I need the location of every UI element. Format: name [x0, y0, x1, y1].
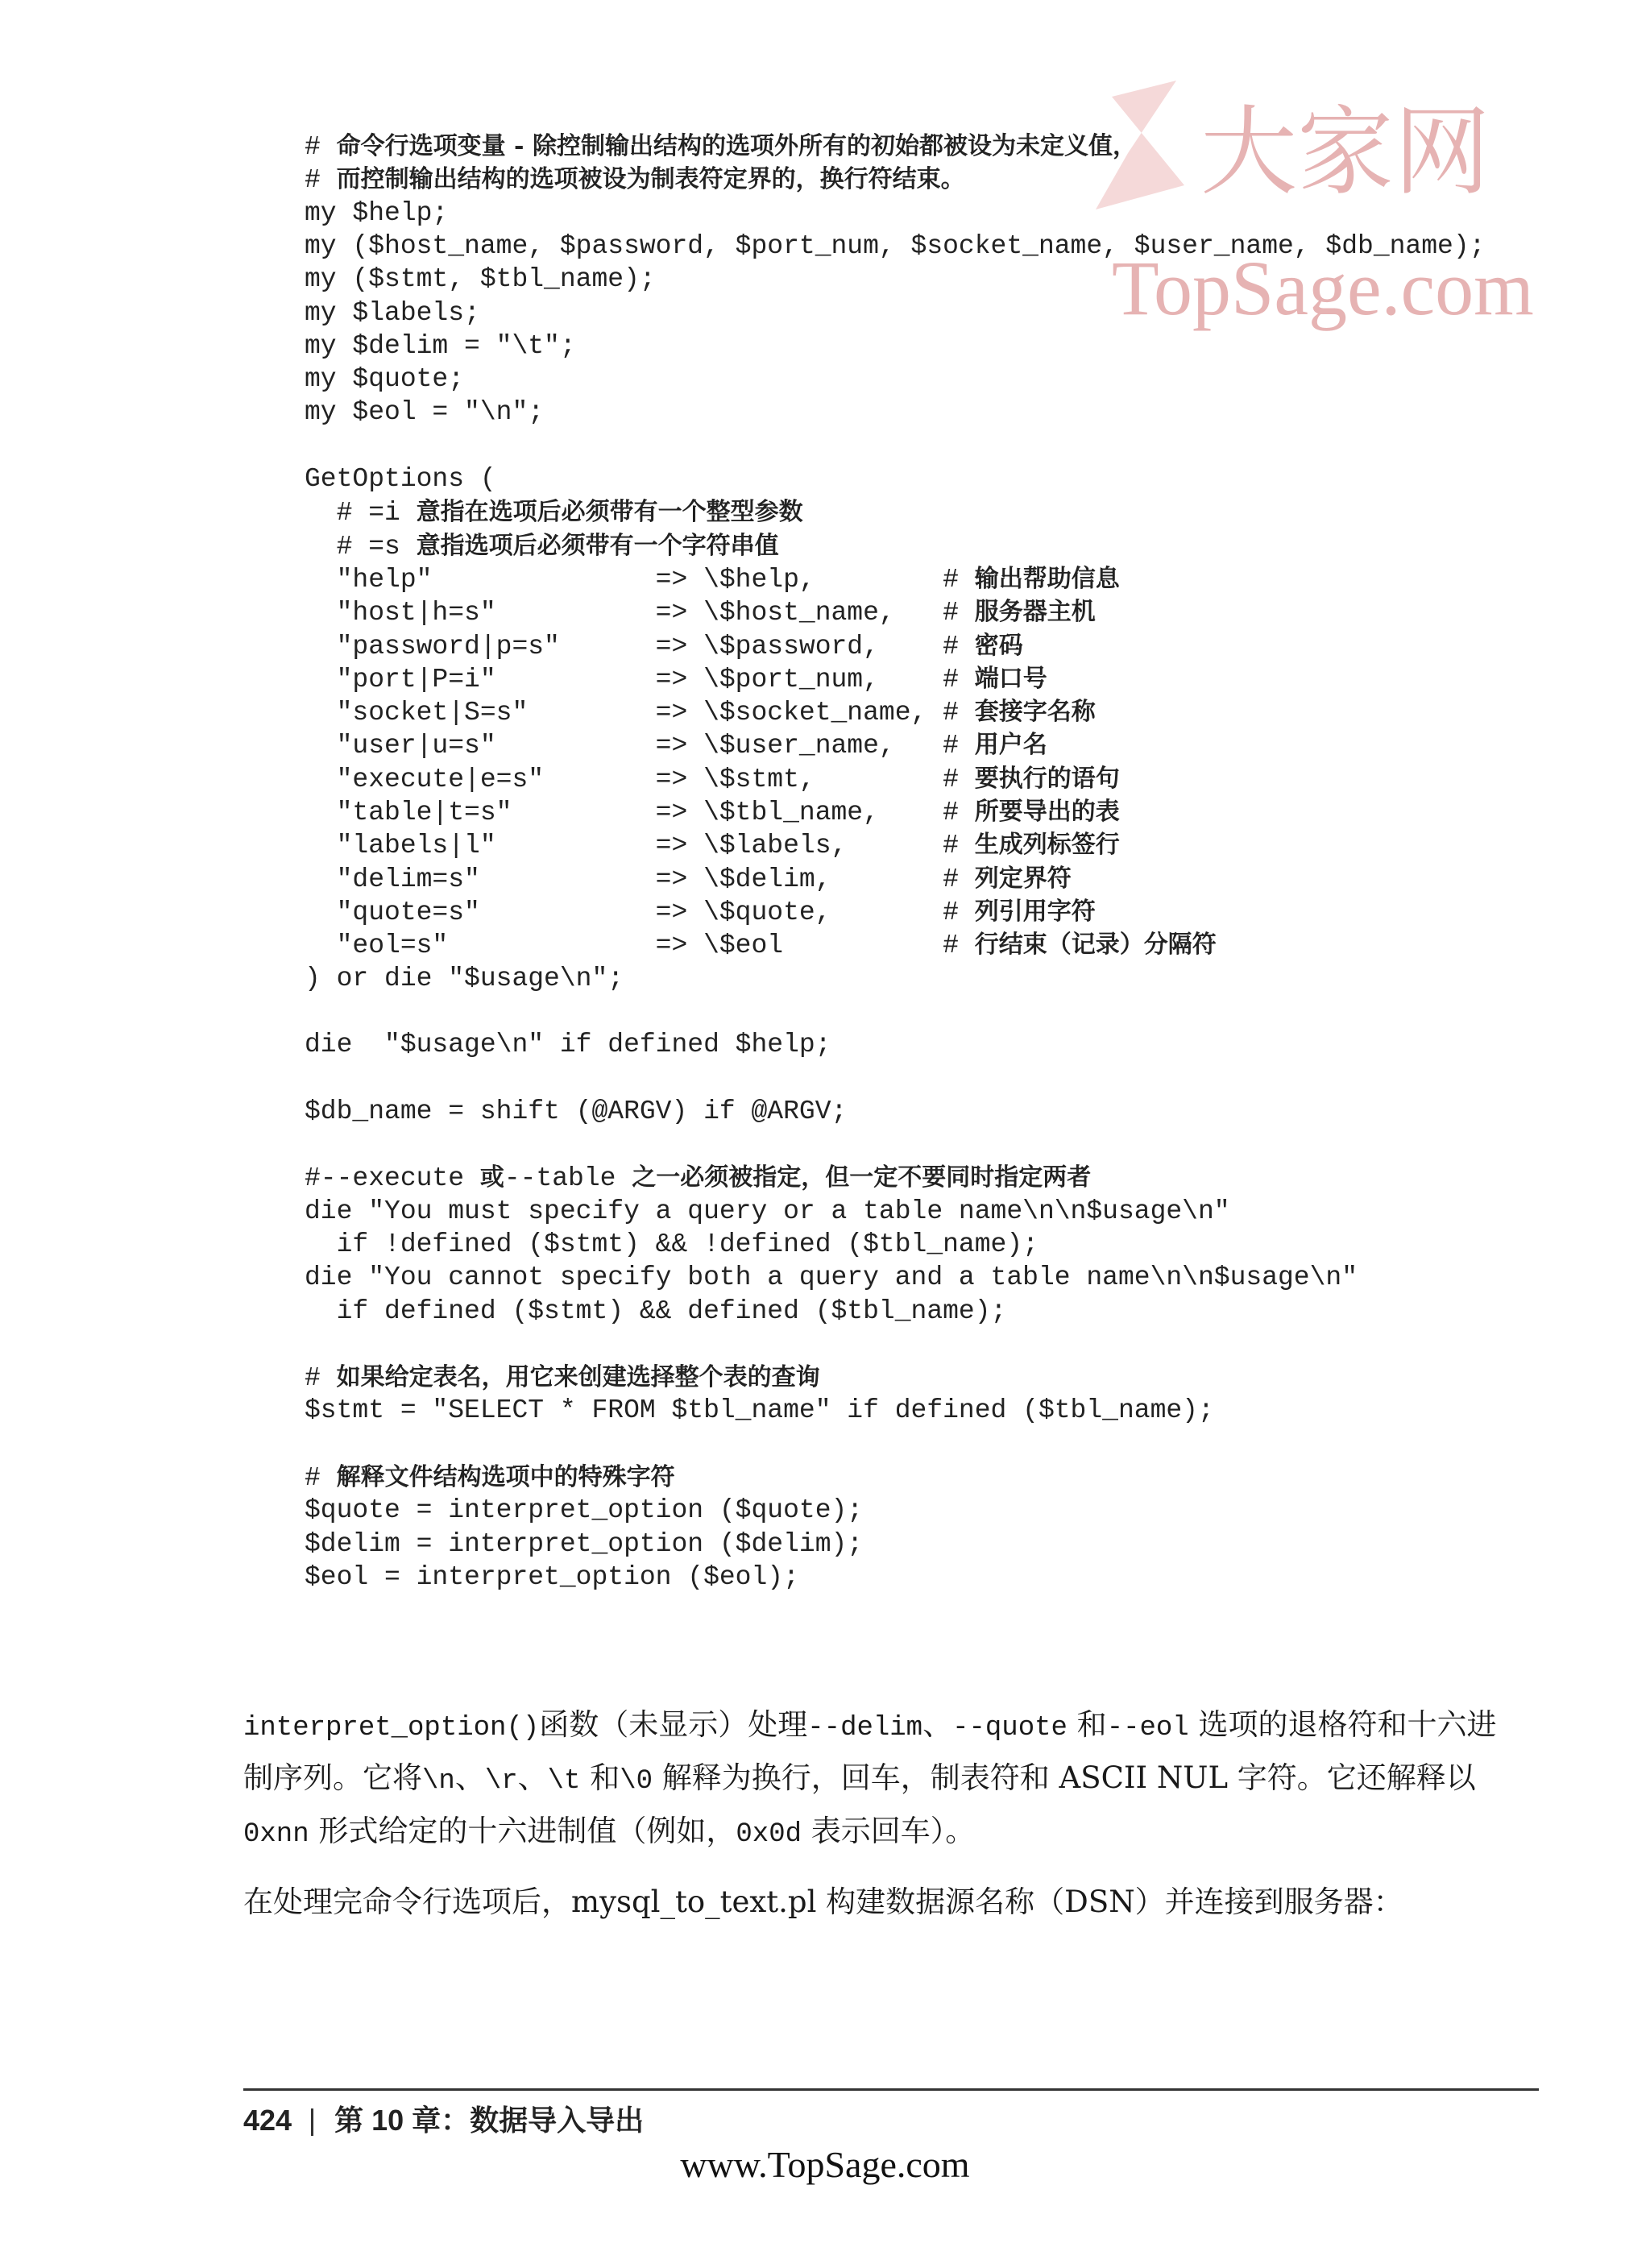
- text-run: 和: [580, 1760, 620, 1795]
- code-line: [305, 263, 656, 296]
- topsage-watermark-logo: [1080, 64, 1563, 355]
- code-line: [305, 530, 779, 563]
- text-run: 、: [922, 1707, 953, 1742]
- code-line: [305, 230, 1485, 263]
- code-line: [305, 763, 1120, 796]
- code-comment: 要执行的语句: [974, 764, 1120, 793]
- code-comment: 意指选项后必须带有一个字符串值: [416, 531, 779, 560]
- code-text: die "$usage\n" if defined $help;: [305, 1030, 831, 1060]
- code-line: [305, 1395, 1214, 1427]
- code-text: "labels|l" => \$labels, #: [305, 831, 975, 861]
- code-text: my $eol = "\n";: [305, 397, 545, 428]
- code-text: "delim=s" => \$delim, #: [305, 864, 975, 894]
- inline-code: --eol: [1106, 1713, 1189, 1743]
- code-text: "host|h=s" => \$host_name, #: [305, 598, 975, 628]
- code-text: "help" => \$help, #: [305, 564, 975, 595]
- code-text: --table: [504, 1163, 632, 1194]
- code-text: die "You cannot specify both a query and a table name\n\n$usage\n": [305, 1263, 1358, 1293]
- code-comment: 套接字名称: [974, 698, 1096, 727]
- site-url: www.TopSage.com: [680, 2144, 970, 2185]
- body-paragraph-dsn: [243, 1877, 1516, 1926]
- code-text: #--execute: [305, 1163, 480, 1194]
- code-line: [305, 131, 1137, 164]
- code-text: my ($stmt, $tbl_name);: [305, 264, 656, 295]
- code-line: [305, 630, 1023, 663]
- chapter-title: 第 10 章：数据导入导出: [334, 2104, 645, 2137]
- code-line: [305, 197, 448, 230]
- code-line: [305, 563, 1120, 596]
- code-line: [305, 663, 1047, 696]
- code-comment: 生成列标签行: [974, 831, 1120, 860]
- code-comment: 列定界符: [974, 864, 1072, 893]
- code-line: [305, 1029, 831, 1061]
- code-text: "eol=s" => \$eol #: [305, 931, 975, 961]
- code-line: [305, 363, 464, 396]
- code-comment: 所要导出的表: [974, 798, 1120, 826]
- code-text: "socket|S=s" => \$socket_name, #: [305, 698, 975, 728]
- text-run: 、: [517, 1760, 548, 1795]
- code-text: my ($host_name, $password, $port_num, $socket_name, $user_name, $db_name);: [305, 230, 1486, 261]
- code-line: [305, 1561, 799, 1594]
- code-line: [305, 164, 965, 197]
- code-line: [305, 1462, 675, 1495]
- code-text: "execute|e=s" => \$stmt, #: [305, 764, 975, 794]
- watermark-logo-cn: 大家网: [1200, 99, 1490, 206]
- code-line: [305, 596, 1096, 629]
- inline-code: --delim: [807, 1713, 923, 1743]
- text-run: 和: [1067, 1707, 1107, 1742]
- text-run: 函数（未显示）处理: [539, 1707, 808, 1742]
- code-text: "quote=s" => \$quote, #: [305, 897, 975, 927]
- code-text: my $help;: [305, 197, 449, 228]
- code-comment: 密码: [974, 631, 1023, 660]
- code-line: [305, 1528, 863, 1561]
- code-text: # =s: [305, 531, 417, 562]
- code-comment: 输出帮助信息: [974, 564, 1120, 593]
- code-text: #: [305, 1363, 337, 1394]
- code-comment: 解释文件结构选项中的特殊字符: [336, 1463, 675, 1491]
- code-text: $eol = interpret_option ($eol);: [305, 1561, 799, 1592]
- code-comment: 端口号: [974, 664, 1047, 693]
- code-text: if defined ($stmt) && defined ($tbl_name);: [305, 1296, 1007, 1326]
- code-line: [305, 1196, 1230, 1228]
- code-comment: 意指在选项后必须带有一个整型参数: [416, 498, 803, 527]
- inline-code: \0: [620, 1766, 653, 1797]
- code-text: #: [305, 132, 337, 162]
- code-line: [305, 863, 1072, 896]
- code-text: $quote = interpret_option ($quote);: [305, 1495, 864, 1526]
- code-text: #: [305, 1463, 337, 1493]
- code-comment: 列引用字符: [974, 897, 1096, 926]
- code-line: [305, 1296, 1006, 1328]
- code-comment: 命令行选项变量 - 除控制输出结构的选项外所有的初始都被设为未定义值，: [336, 132, 1137, 160]
- text-run: 选项的退格符和十六进制序列。它将: [243, 1707, 1497, 1795]
- inline-code: \r: [484, 1766, 518, 1797]
- code-text: $stmt = "SELECT * FROM $tbl_name" if defined ($tbl_name);: [305, 1395, 1214, 1426]
- code-text: die "You must specify a query or a table name\n\n$usage\n": [305, 1196, 1230, 1226]
- code-text: my $delim = "\t";: [305, 330, 576, 361]
- code-line: [305, 696, 1096, 729]
- footer-separator: [311, 2108, 313, 2136]
- code-text: my $labels;: [305, 297, 480, 328]
- code-line: [305, 1362, 820, 1395]
- page-number: 424: [243, 2104, 292, 2137]
- code-text: # =i: [305, 498, 417, 529]
- code-line: [305, 1495, 863, 1527]
- inline-code: --quote: [952, 1713, 1068, 1743]
- code-text: #: [305, 165, 337, 196]
- code-comment: 之一必须被指定，但一定不要同时指定两者: [632, 1163, 1092, 1192]
- code-line: [305, 1229, 1039, 1261]
- code-comment: 服务器主机: [974, 598, 1096, 627]
- text-run: 、: [454, 1760, 485, 1795]
- code-line: [305, 297, 480, 330]
- body-paragraph-interpret-option: [243, 1700, 1516, 1860]
- code-comment: 如果给定表名，用它来创建选择整个表的查询: [336, 1363, 820, 1392]
- code-line: [305, 896, 1096, 929]
- code-text: $delim = interpret_option ($delim);: [305, 1528, 864, 1559]
- code-comment: 或: [479, 1163, 504, 1192]
- text-run: 解释为换行，回车，制表符和 ASCII NUL 字符。它还解释以: [653, 1760, 1476, 1795]
- inline-code: 0xnn: [243, 1819, 309, 1850]
- code-line: [305, 1096, 847, 1128]
- code-text: "port|P=i" => \$port_num, #: [305, 664, 975, 694]
- inline-code: \n: [422, 1766, 455, 1797]
- code-comment: 行结束（记录）分隔符: [974, 931, 1217, 960]
- code-comment: 用户名: [974, 731, 1047, 760]
- code-line: [305, 829, 1120, 862]
- code-line: [305, 796, 1120, 829]
- code-text: ) or die "$usage\n";: [305, 963, 624, 993]
- code-line: [305, 1262, 1358, 1294]
- watermark-logo-en: TopSage.com: [1112, 245, 1534, 331]
- text-run: 表示回车）。: [802, 1814, 976, 1848]
- page-footer: [243, 2098, 644, 2139]
- code-line: [305, 330, 576, 363]
- inline-code: \t: [547, 1766, 581, 1797]
- code-line: [305, 463, 496, 495]
- code-line: [305, 396, 544, 429]
- code-text: my $quote;: [305, 364, 465, 395]
- code-text: GetOptions (: [305, 464, 496, 494]
- footer-rule: [243, 2088, 1539, 2091]
- code-line: [305, 929, 1217, 962]
- code-text: if !defined ($stmt) && !defined ($tbl_name);: [305, 1229, 1039, 1259]
- code-line: [305, 1162, 1091, 1195]
- text-run: 形式给定的十六进制值（例如，: [309, 1814, 736, 1848]
- code-line: [305, 963, 624, 995]
- inline-code: 0x0d: [736, 1819, 802, 1850]
- code-text: "password|p=s" => \$password, #: [305, 631, 975, 661]
- code-text: "user|u=s" => \$user_name, #: [305, 731, 975, 761]
- code-line: [305, 729, 1047, 762]
- code-comment: 而控制输出结构的选项被设为制表符定界的，换行符结束。: [336, 165, 965, 194]
- code-line: [305, 496, 803, 529]
- inline-code: interpret_option(): [243, 1713, 540, 1743]
- paragraph-text: 在处理完命令行选项后，mysql_to_text.pl 构建数据源名称（DSN）并连接到服务器：: [243, 1884, 1403, 1919]
- code-text: $db_name = shift (@ARGV) if @ARGV;: [305, 1096, 848, 1126]
- code-text: "table|t=s" => \$tbl_name, #: [305, 798, 975, 827]
